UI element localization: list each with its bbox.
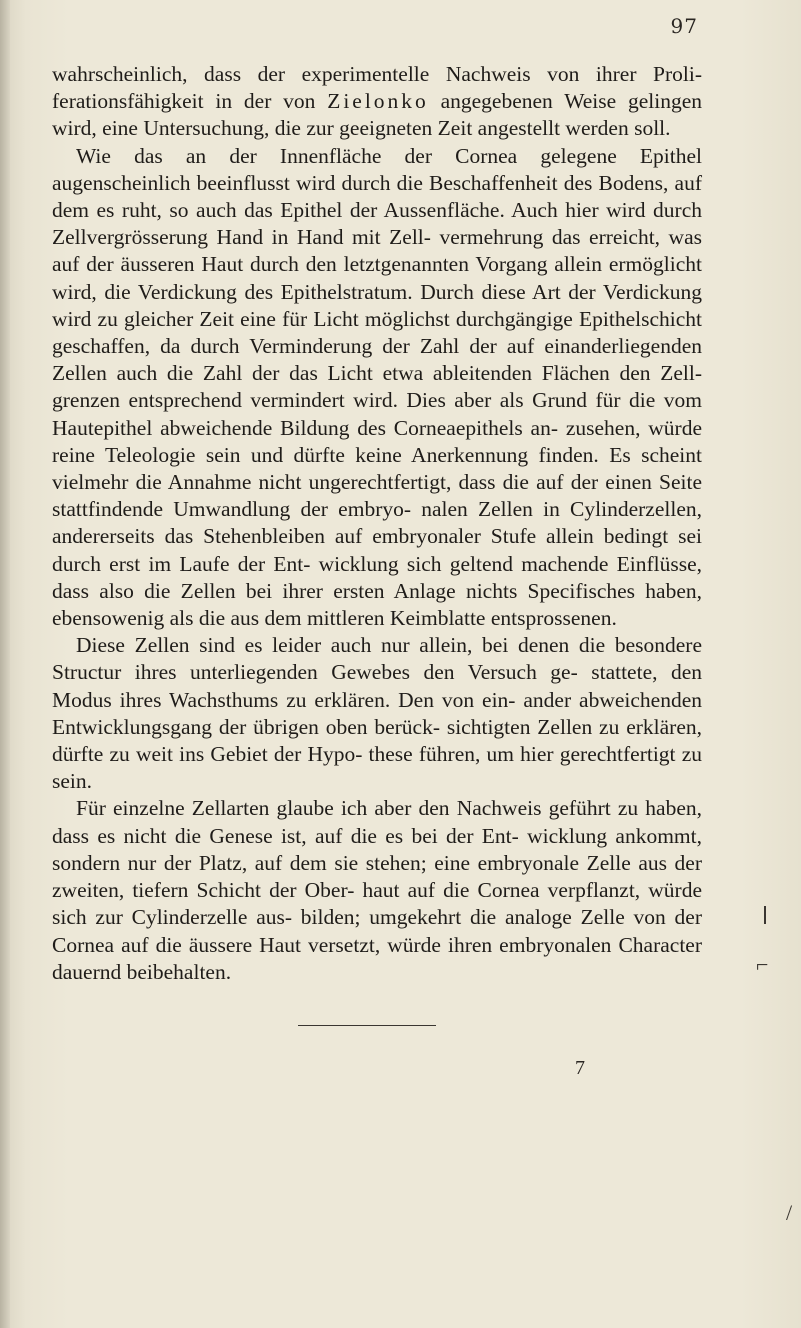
body-text — [52, 61, 702, 986]
margin-pencil-mark: ⌐ — [756, 952, 769, 977]
paragraph-1 — [52, 61, 702, 143]
paragraph-3: Diese Zellen sind es leider auch nur allein, bei denen die besondere Structur ihres unterliegenden Gewebes den Versuch ge- stattete, den Modus ihres Wachsthums zu erklären. Den von ein- ander abweichenden Entwicklungsgang der übrigen oben berück- sichtigten Zellen zu erklären, dürfte zu weit ins Gebiet der Hypo- these führen, um hier gerechtfertigt zu sein. — [52, 633, 702, 794]
section-rule — [298, 1025, 436, 1026]
author-name-zielonko: Zielonko — [327, 89, 429, 114]
paragraph-1-part-1: wahrscheinlich, dass der experimentelle Nachweis von ihrer Proli- ferationsfähigkeit in der von — [52, 62, 702, 114]
margin-bracket-mark — [764, 906, 766, 924]
footer-signature-number: 7 — [575, 1057, 585, 1079]
page-binding-edge — [0, 0, 10, 1328]
margin-slash-mark: / — [786, 1200, 793, 1225]
paragraph-4: Für einzelne Zellarten glaube ich aber den Nachweis geführt zu haben, dass es nicht die Genese ist, auf die es bei der Ent- wicklung ankommt, sondern nur der Platz, auf dem sie stehen; eine embryonale Zelle aus der zweiten, tiefern Schicht der Ober- haut auf die Cornea verpflanzt, würde sich zur Cylinderzelle aus- bilden; umgekehrt die analoge Zelle von der Cornea auf die äussere Haut versetzt, würde ihren embryonalen Character dauernd beibehalten. — [52, 796, 702, 984]
page-number: 97 — [670, 14, 698, 38]
paragraph-1-part-2: angegebenen Weise gelingen wird, eine Untersuchung, die zur geeigneten Zeit angestellt werden soll. — [52, 89, 703, 141]
paragraph-2: Wie das an der Innenfläche der Cornea gelegene Epithel augenscheinlich beeinflusst wird durch die Beschaffenheit des Bodens, auf dem es ruht, so auch das Epithel der Aussenfläche. Auch hier wird durch Zellvergrösserung Hand in Hand mit Zell- vermehrung das erreicht, was auf der äusseren Haut durch den letztgenannten Vorgang allein ermöglicht wird, die Verdickung des Epithelstratum. Durch diese Art der Verdickung wird zu gleicher Zeit eine für Licht möglichst durchgängige Epithelschicht geschaffen, da durch Verminderung der Zahl der auf einanderliegenden Zellen auch die Zahl der das Licht etwa ableitenden Flächen den Zell- grenzen entsprechend vermindert wird. Dies aber als Grund für die vom Hautepithel abweichende Bildung des Corneaepithels an- zusehen, würde reine Teleologie sein und dürfte keine Anerkennung finden. Es scheint vielmehr die Annahme nicht ungerechtfertigt, dass die auf der einen Seite stattfindende Umwandlung der embryo- nalen Zellen in Cylinderzellen, andererseits das Stehenbleiben auf embryonaler Stufe allein bedingt sei durch erst im Laufe der Ent- wicklung sich geltend machende Einflüsse, dass also die Zellen bei ihrer ersten Anlage nichts Specifisches haben, ebensowenig als die aus dem mittleren Keimblatte entsprossenen. — [52, 143, 702, 631]
